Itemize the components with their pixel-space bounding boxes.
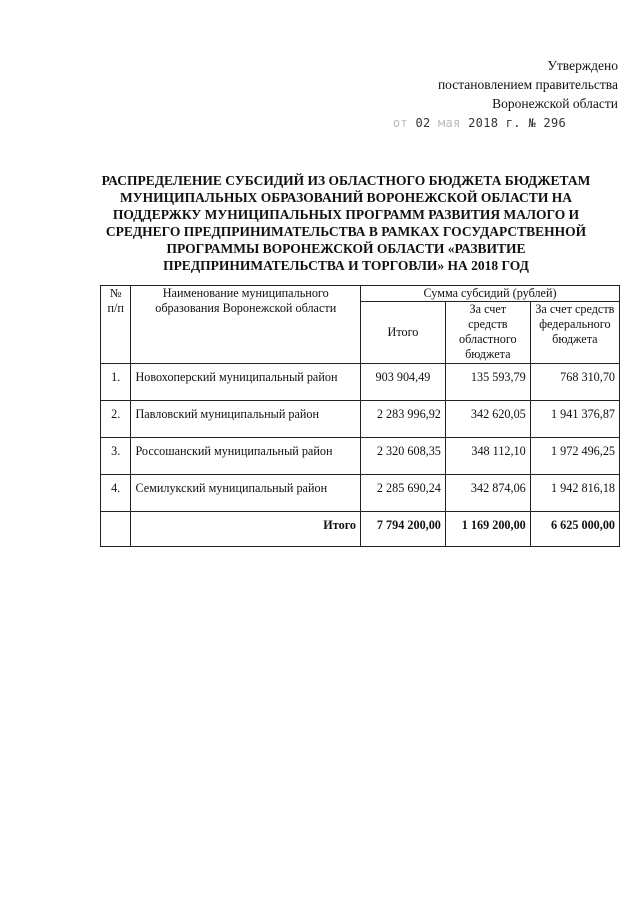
title-line-4: СРЕДНЕГО ПРЕДПРИНИМАТЕЛЬСТВА В РАМКАХ ГОСУДАРСТВЕННОЙ bbox=[105, 224, 587, 239]
decree-reference bbox=[358, 114, 618, 133]
table-row bbox=[101, 401, 620, 438]
decree-month: мая bbox=[438, 116, 461, 130]
header-federal-budget: За счет средств федерального бюджета bbox=[530, 302, 619, 364]
totals-total: 7 794 200,00 bbox=[361, 512, 446, 547]
row-regional: 135 593,79 bbox=[445, 364, 530, 401]
row-municipality: Россошанский муниципальный район bbox=[131, 438, 361, 475]
table-header-row bbox=[101, 286, 620, 302]
title-line-3: ПОДДЕРЖКУ МУНИЦИПАЛЬНЫХ ПРОГРАММ РАЗВИТИЯ МАЛОГО И bbox=[112, 207, 580, 222]
approval-line-2: постановлением правительства bbox=[437, 77, 618, 92]
approval-line-3: Воронежской области bbox=[492, 96, 618, 111]
title-line-1: РАСПРЕДЕЛЕНИЕ СУБСИДИЙ ИЗ ОБЛАСТНОГО БЮДЖЕТА БЮДЖЕТАМ bbox=[101, 173, 591, 188]
decree-number-label: № bbox=[528, 116, 536, 130]
header-number-abbrev: п/п bbox=[107, 301, 124, 315]
header-subsidy-sum: Сумма субсидий (рублей) bbox=[361, 286, 620, 302]
row-federal: 1 972 496,25 bbox=[530, 438, 619, 475]
decree-prefix: от bbox=[392, 116, 408, 130]
row-regional: 342 874,06 bbox=[445, 475, 530, 512]
decree-day: 02 bbox=[415, 116, 431, 130]
row-municipality: Семилукский муниципальный район bbox=[131, 475, 361, 512]
header-number bbox=[101, 286, 131, 364]
totals-label: Итого bbox=[131, 512, 361, 547]
row-total: 903 904,49 bbox=[361, 364, 446, 401]
totals-row bbox=[101, 512, 620, 547]
table-row bbox=[101, 364, 620, 401]
row-regional: 342 620,05 bbox=[445, 401, 530, 438]
title-line-6: ПРЕДПРИНИМАТЕЛЬСТВА И ТОРГОВЛИ» НА 2018 ГОД bbox=[163, 258, 529, 273]
title-line-2: МУНИЦИПАЛЬНЫХ ОБРАЗОВАНИЙ ВОРОНЕЖСКОЙ ОБЛАСТИ НА bbox=[120, 190, 572, 205]
title-line-5: ПРОГРАММЫ ВОРОНЕЖСКОЙ ОБЛАСТИ «РАЗВИТИЕ bbox=[166, 241, 526, 256]
row-number: 2. bbox=[101, 401, 131, 438]
header-regional-budget: За счет средств областного бюджета bbox=[445, 302, 530, 364]
header-total: Итого bbox=[361, 302, 446, 364]
subsidy-table bbox=[100, 285, 620, 547]
row-federal: 1 941 376,87 bbox=[530, 401, 619, 438]
approval-block bbox=[358, 56, 618, 133]
table-row bbox=[101, 438, 620, 475]
row-federal: 1 942 816,18 bbox=[530, 475, 619, 512]
header-number-sign: № bbox=[109, 286, 122, 300]
row-total: 2 283 996,92 bbox=[361, 401, 446, 438]
row-federal: 768 310,70 bbox=[530, 364, 619, 401]
row-municipality: Новохоперский муниципальный район bbox=[131, 364, 361, 401]
decree-number: 296 bbox=[543, 116, 566, 130]
row-number: 1. bbox=[101, 364, 131, 401]
table-row bbox=[101, 475, 620, 512]
header-municipality-name: Наименование муниципального образования Воронежской области bbox=[131, 286, 361, 364]
totals-federal: 6 625 000,00 bbox=[530, 512, 619, 547]
row-number: 4. bbox=[101, 475, 131, 512]
totals-empty-cell bbox=[101, 512, 131, 547]
document-title bbox=[96, 172, 596, 274]
row-municipality: Павловский муниципальный район bbox=[131, 401, 361, 438]
row-total: 2 285 690,24 bbox=[361, 475, 446, 512]
approval-line-1: Утверждено bbox=[547, 58, 618, 73]
row-total: 2 320 608,35 bbox=[361, 438, 446, 475]
decree-year: 2018 г. bbox=[468, 116, 521, 130]
row-number: 3. bbox=[101, 438, 131, 475]
row-regional: 348 112,10 bbox=[445, 438, 530, 475]
totals-regional: 1 169 200,00 bbox=[445, 512, 530, 547]
